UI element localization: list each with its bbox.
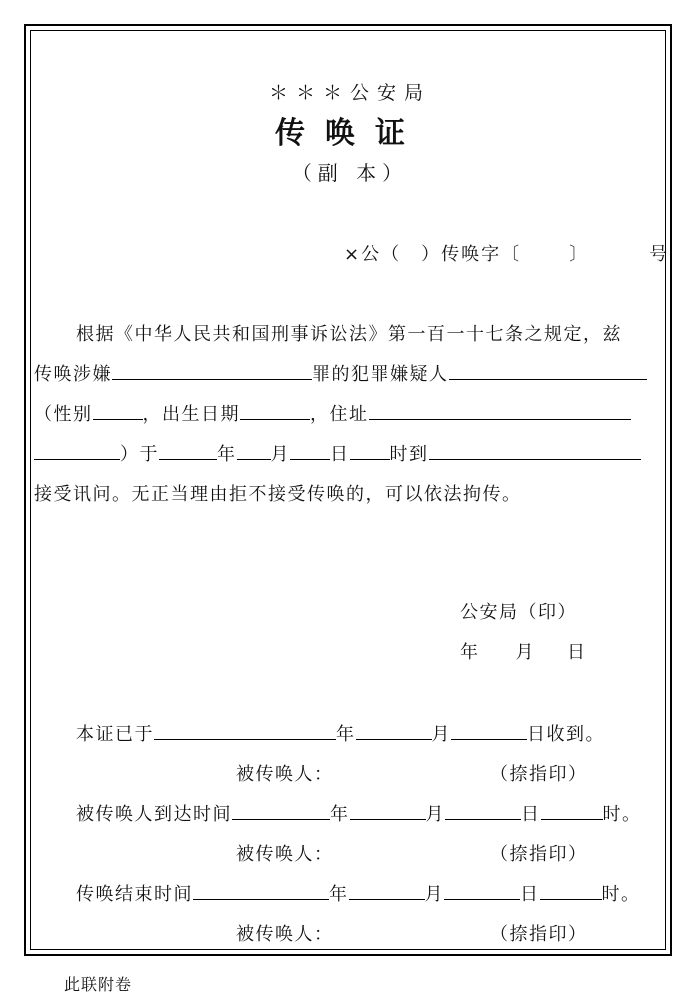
- received-year-blank: [154, 721, 336, 740]
- receipt-received-line: 本证已于 年 月 日收到。: [76, 720, 605, 746]
- summons-year-blank: [159, 441, 217, 460]
- summons-place-blank: [429, 441, 641, 460]
- received-month-blank: [356, 721, 432, 740]
- summons-day-blank: [290, 441, 330, 460]
- summoned-person-label-1: 被传唤人：: [236, 764, 334, 785]
- birthdate-blank: [240, 401, 310, 420]
- arrival-time-line: 被传唤人到达时间 年 月 日 时。: [76, 800, 642, 826]
- body-line-warning: 接受讯问。无正当理由拒不接受传唤的，可以依法拘传。: [34, 484, 522, 505]
- arrival-month-blank: [350, 801, 426, 820]
- body-line-legal-basis: 根据《中华人民共和国刑事诉讼法》第一百一十七条之规定，兹: [76, 324, 622, 345]
- issuer-seal: 公安局（印）: [460, 602, 577, 623]
- arrival-year-blank: [232, 801, 330, 820]
- end-time-line: 传唤结束时间 年 月 日 时。: [76, 880, 641, 906]
- arrival-hour-blank: [541, 801, 603, 820]
- end-month-blank: [349, 881, 425, 900]
- document-subtitle: （副 本）: [291, 161, 409, 185]
- suspect-name-blank: [449, 361, 647, 380]
- fingerprint-label-2: （捺指印）: [490, 844, 588, 865]
- end-year-blank: [193, 881, 329, 900]
- gender-blank: [93, 401, 143, 420]
- agency-name: ＊＊＊公安局: [268, 82, 431, 104]
- docno-suffix: 号: [649, 244, 670, 265]
- summons-month-blank: [237, 441, 271, 460]
- issue-date: 年 月 日: [460, 642, 587, 663]
- end-day-blank: [444, 881, 520, 900]
- archive-note: 此联附卷: [64, 975, 133, 994]
- address-blank: [369, 401, 631, 420]
- docno-bracket-close: 〕: [569, 244, 590, 265]
- summoned-person-label-2: 被传唤人：: [236, 844, 334, 865]
- docno-prefix: ×公（: [344, 244, 402, 265]
- summons-hour-blank: [350, 441, 390, 460]
- fingerprint-label-3: （捺指印）: [490, 924, 588, 945]
- fingerprint-label-1: （捺指印）: [490, 764, 588, 785]
- body-line-summons-time: ）于 年 月 日 时到: [34, 440, 641, 466]
- docno-middle: ）传唤字〔: [421, 244, 522, 265]
- end-hour-blank: [540, 881, 602, 900]
- document-number: [344, 240, 669, 266]
- address-continued-blank: [34, 441, 120, 460]
- document-title: 传唤证: [275, 116, 425, 151]
- body-line-suspect: 传唤涉嫌 罪的犯罪嫌疑人: [34, 360, 647, 386]
- crime-blank: [112, 361, 312, 380]
- body-line-personal-info: （性别 ，出生日期 ，住址: [34, 400, 631, 426]
- arrival-day-blank: [445, 801, 521, 820]
- summoned-person-label-3: 被传唤人：: [236, 924, 334, 945]
- received-day-blank: [451, 721, 527, 740]
